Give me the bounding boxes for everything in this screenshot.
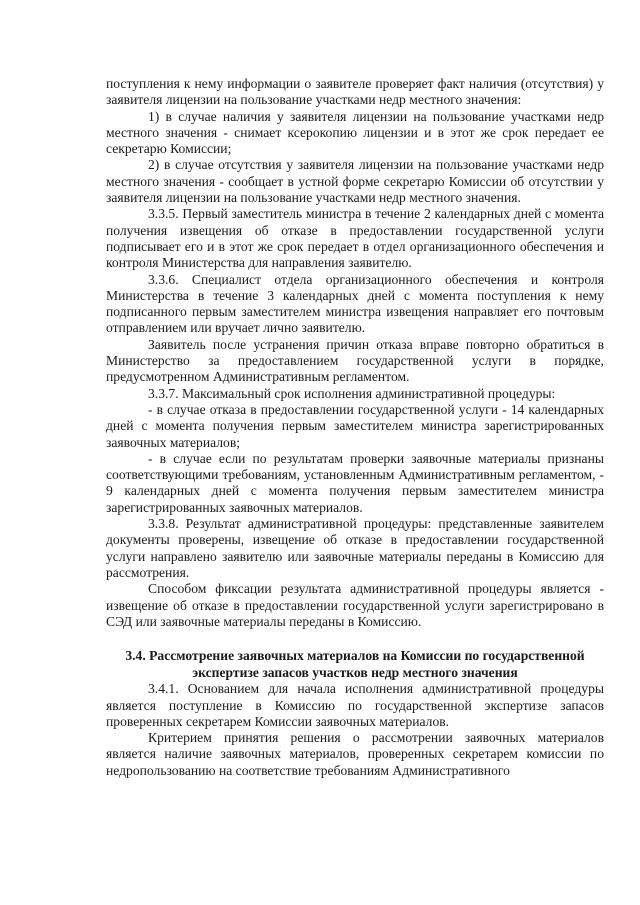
paragraph-criterion: Критерием принятия решения о рассмотрении заявочных материалов является наличие заявочных материалов, проверенных секретарем комиссии по недропользованию на соответствие требованиям Административного — [106, 730, 604, 778]
paragraph-3-3-7: 3.3.7. Максимальный срок исполнения административной процедуры: — [148, 385, 556, 401]
paragraph-approval-term: - в случае если по результатам проверки заявочные материалы признаны соответствующими требованиям, установленным Административным регламентом, - 9 календарных дней с момента получения первым заместителем министра зарегистрированных заявочных материалов. — [106, 450, 604, 515]
paragraph-continuation: поступления к нему информации о заявителе проверяет факт наличия (отсутствия) у заявителя лицензии на пользование участками недр местного значения: — [106, 76, 604, 108]
paragraph-reapply: Заявитель после устранения причин отказа вправе повторно обратиться в Министерство за предоставлением государственной услуги в порядке, предусмотренном Административным регламентом. — [106, 336, 604, 385]
paragraph-3-3-5: 3.3.5. Первый заместитель министра в течение 2 календарных дней с момента получения извещения об отказе в предоставлении государственной услуги подписывает его и в этот же срок передает в отдел организационного обеспечения и контроля Министерства для направления заявителю. — [106, 206, 604, 271]
paragraph-3-3-8: 3.3.8. Результат административной процедуры: представленные заявителем документы проверены, извещение об отказе в предоставлении государственной услуги направлено заявителю или заявочные материалы переданы в Комиссию для рассмотрения. — [106, 516, 604, 580]
paragraph-3-4-1: 3.4.1. Основанием для начала исполнения административной процедуры является поступление в Комиссию по государственной экспертизе запасов проверенных секретарем Комиссии заявочных материалов. — [106, 681, 604, 729]
paragraph-license-absent: 2) в случае отсутствия у заявителя лицензии на пользование участками недр местного значения - сообщает в устной форме секретарю Комиссии об отсутствии у заявителя лицензии на пользование участками недр местного значения. — [106, 157, 604, 206]
paragraph-refusal-term: - в случае отказа в предоставлении государственной услуги - 14 календарных дней с момента получения первым заместителем министра зарегистрированных заявочных материалов; — [106, 401, 604, 450]
paragraph-license-present: 1) в случае наличия у заявителя лицензии на пользование участками недр местного значения - снимает ксерокопию лицензии и в этот же срок передает ее секретарю Комиссии; — [106, 108, 604, 157]
paragraph-result-fixation: Способом фиксации результата административной процедуры является - извещение об отказе в предоставлении государственной услуги зарегистрировано в СЭД или заявочные материалы переданы в Комиссию. — [106, 581, 604, 629]
document-body — [106, 76, 604, 779]
section-heading-3-4: 3.4. Рассмотрение заявочных материалов на Комиссии по государственной экспертизе запасов участков недр местного значения — [125, 648, 585, 680]
paragraph-3-3-6: 3.3.6. Специалист отдела организационного обеспечения и контроля Министерства в течение 3 календарных дней с момента поступления к нему подписанного первым заместителем министра извещения направляет его почтовым отправлением или вручает лично заявителю. — [106, 271, 604, 336]
